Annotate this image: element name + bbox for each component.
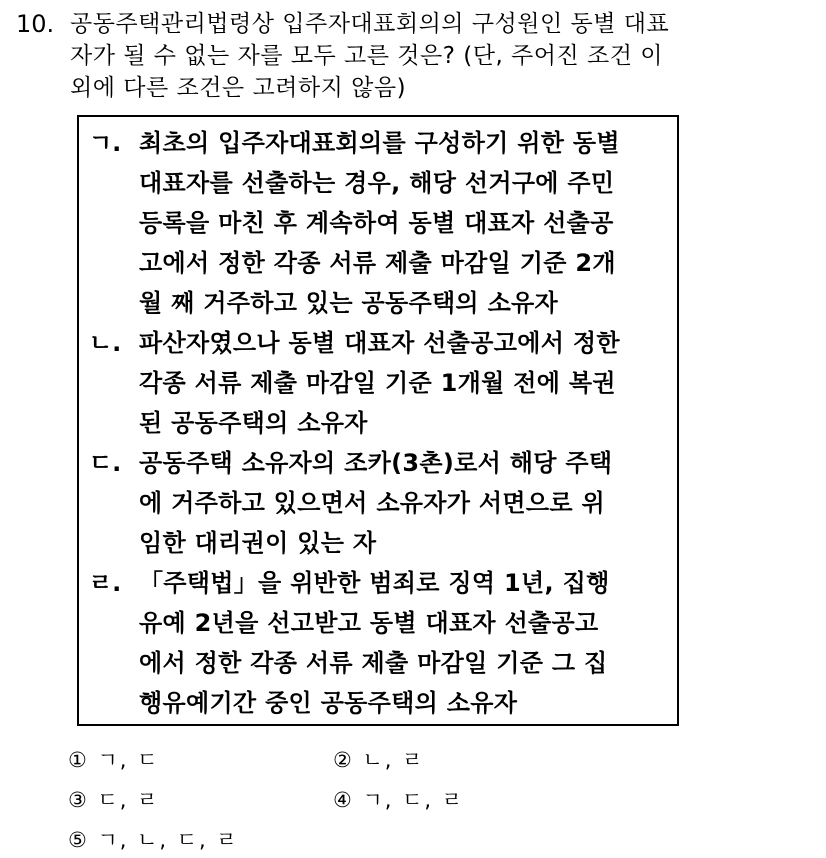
choice-5[interactable]: ⑤ ㄱ, ㄴ, ㄷ, ㄹ [68, 828, 239, 852]
item-text-line: 등록을 마친 후 계속하여 동별 대표자 선출공 [139, 209, 614, 237]
item-text-line: 「주택법」을 위반한 범죄로 징역 1년, 집행 [139, 569, 610, 597]
choice-4[interactable]: ④ ㄱ, ㄷ, ㄹ [333, 788, 465, 812]
item-marker: ㄱ. [89, 129, 122, 157]
item-text-line: 고에서 정한 각종 서류 제출 마감일 기준 2개 [139, 249, 616, 277]
question-number: 10. [16, 10, 55, 38]
item-marker: ㄹ. [89, 569, 122, 597]
item-text-line: 최초의 입주자대표회의를 구성하기 위한 동별 [139, 129, 620, 157]
item-text-line: 공동주택 소유자의 조카(3촌)로서 해당 주택 [139, 449, 613, 477]
question-text-line: 자가 될 수 없는 자를 모두 고른 것은? (단, 주어진 조건 이 [70, 43, 663, 69]
item-text-line: 각종 서류 제출 마감일 기준 1개월 전에 복권 [139, 369, 616, 397]
question-text-line: 공동주택관리법령상 입주자대표회의의 구성원인 동별 대표 [70, 11, 670, 37]
item-text-line: 대표자를 선출하는 경우, 해당 선거구에 주민 [139, 169, 615, 197]
question-text-line: 외에 다른 조건은 고려하지 않음) [70, 75, 407, 101]
item-text-line: 에 거주하고 있으면서 소유자가 서면으로 위 [139, 489, 605, 517]
item-text-line: 행유예기간 중인 공동주택의 소유자 [139, 689, 518, 717]
choice-3[interactable]: ③ ㄷ, ㄹ [68, 788, 160, 812]
item-marker: ㄷ. [89, 449, 122, 477]
choice-1[interactable]: ① ㄱ, ㄷ [68, 748, 160, 772]
item-marker: ㄴ. [89, 329, 122, 357]
item-text-line: 에서 정한 각종 서류 제출 마감일 기준 그 집 [139, 649, 608, 677]
item-text-line: 임한 대리권이 있는 자 [139, 529, 377, 557]
item-text-line: 파산자였으나 동별 대표자 선출공고에서 정한 [139, 329, 620, 357]
item-text-line: 유예 2년을 선고받고 동별 대표자 선출공고 [139, 609, 599, 637]
item-text-line: 월 째 거주하고 있는 공동주택의 소유자 [139, 289, 559, 317]
item-text-line: 된 공동주택의 소유자 [139, 409, 368, 437]
choice-2[interactable]: ② ㄴ, ㄹ [333, 748, 425, 772]
conditions-box [77, 115, 679, 726]
